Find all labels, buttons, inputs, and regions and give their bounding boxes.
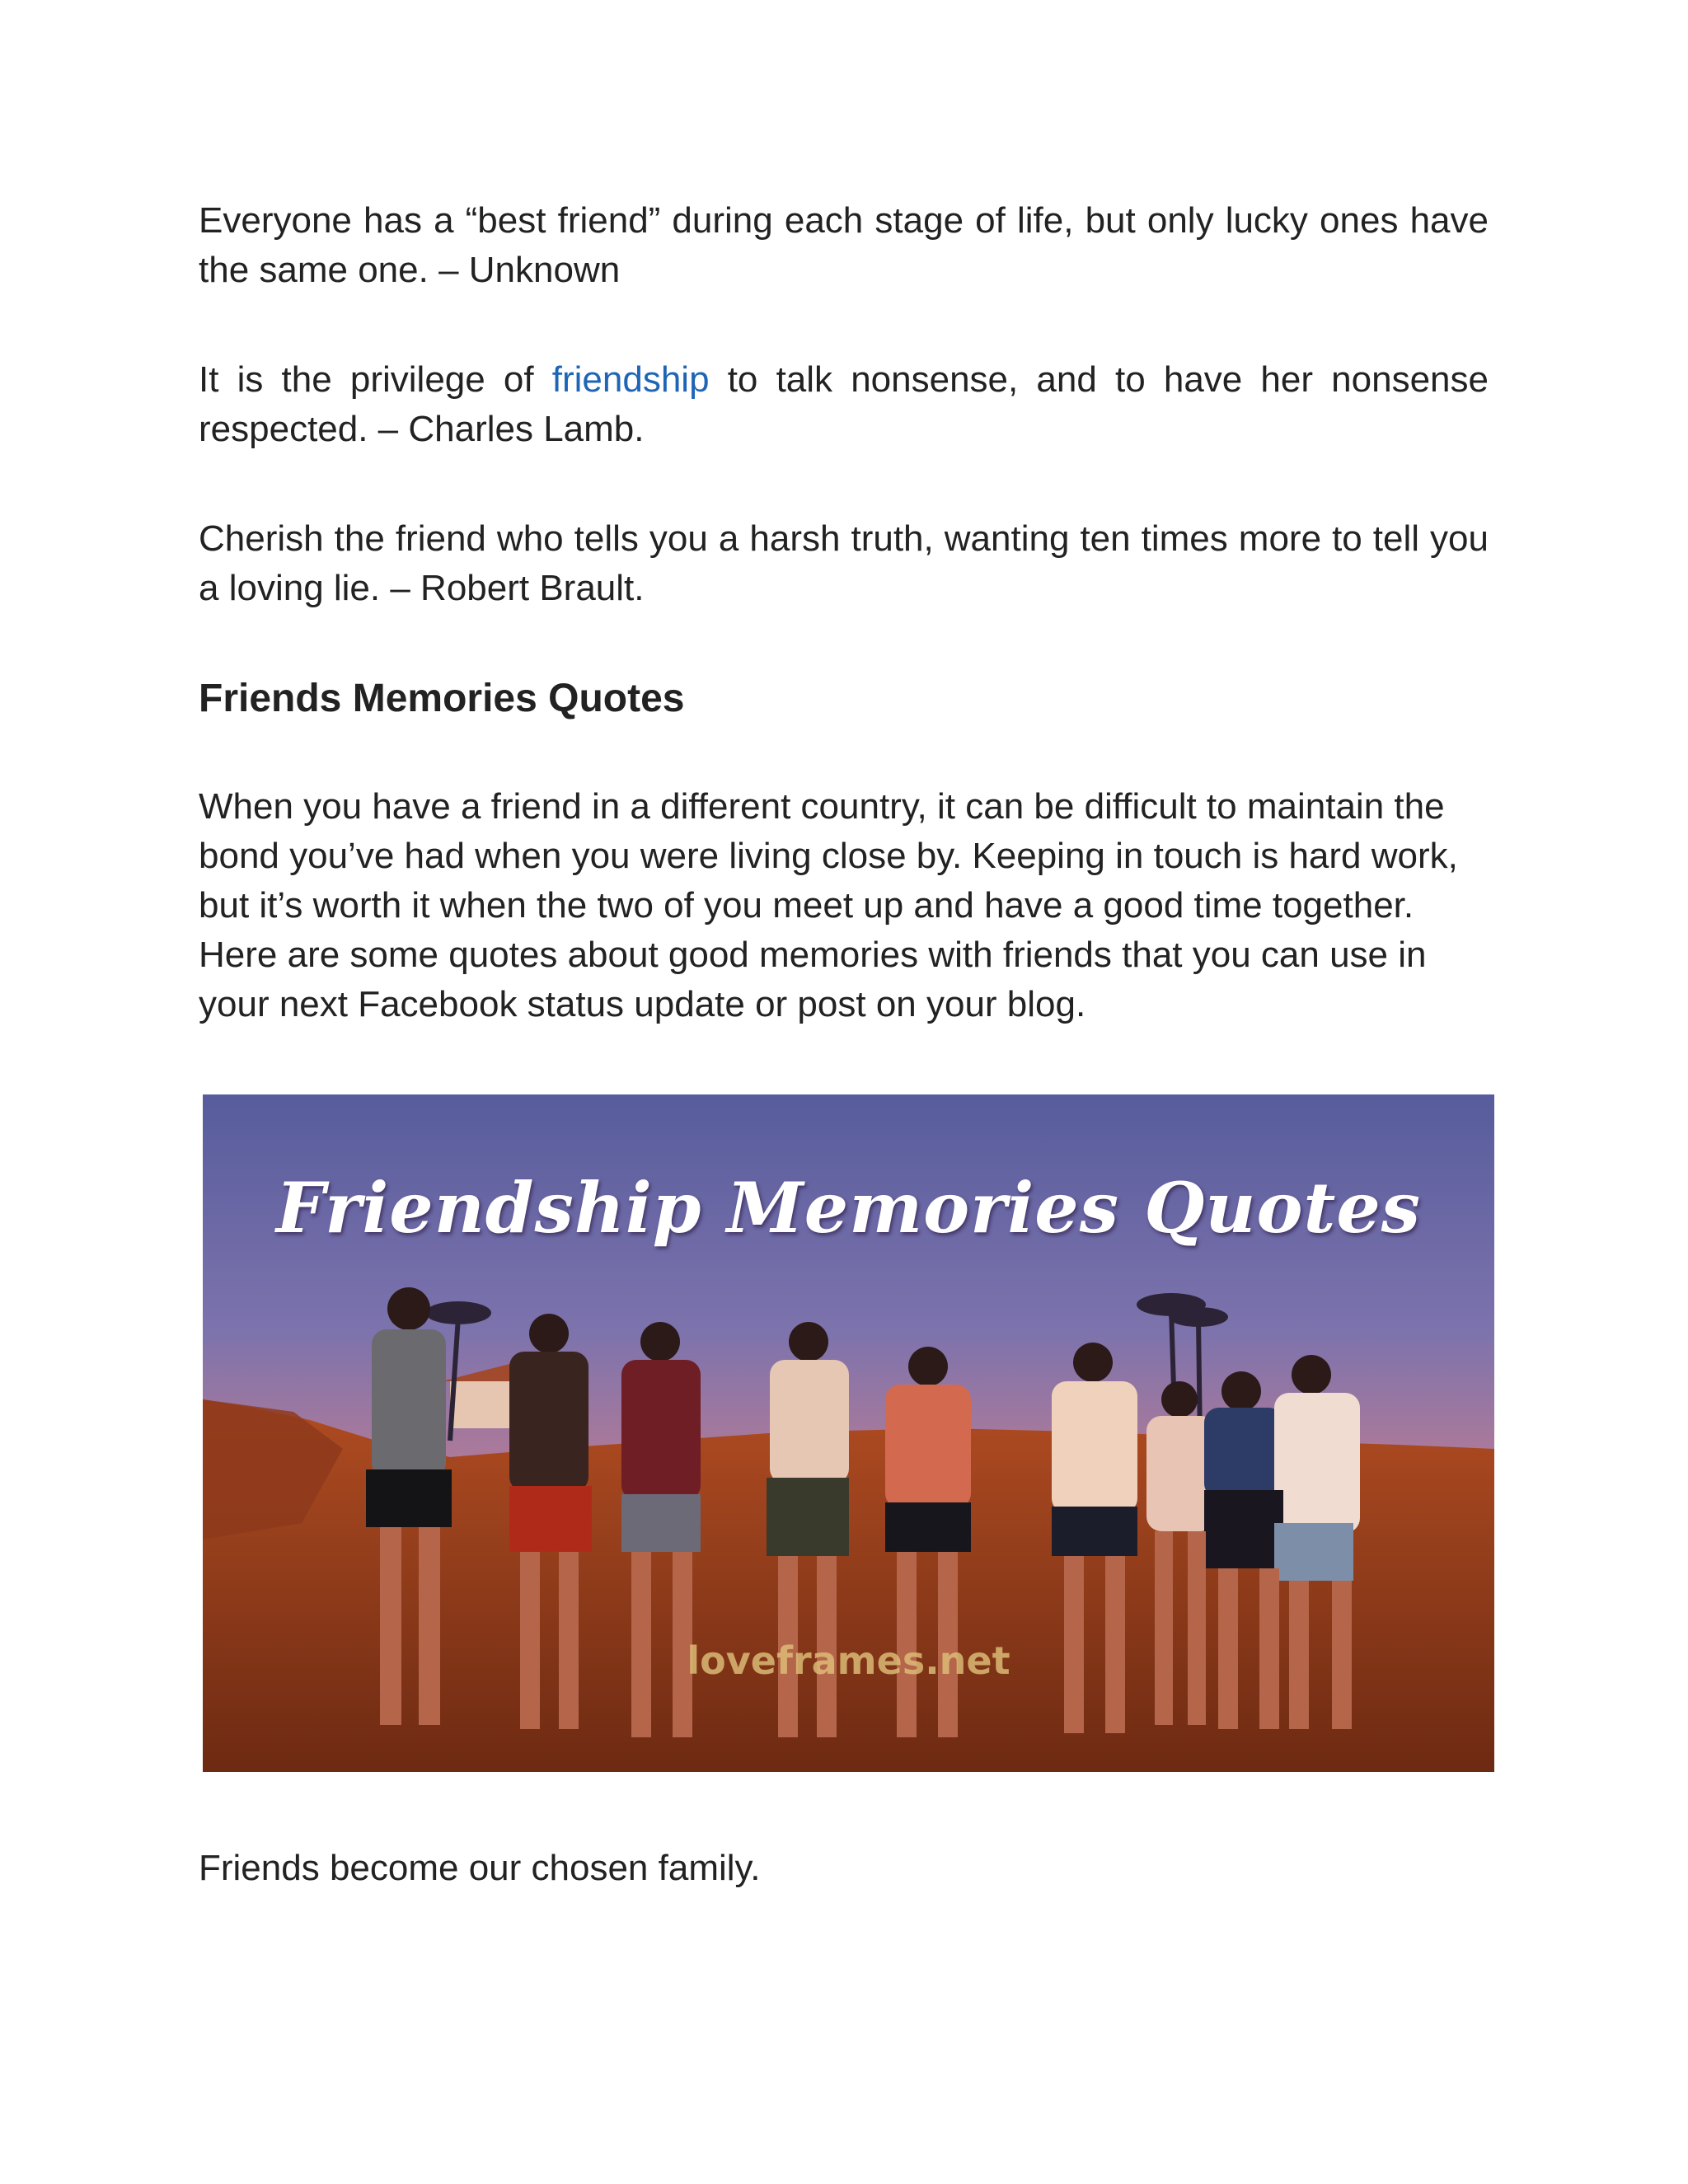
section-intro-paragraph: When you have a friend in a different country, it can be difficult to maintain the bond you’ve had when you were living close by. Keeping in touch is hard work, but it’s worth it when the two of you meet up and have a good time together. Here are some quotes about good memories with friends that you can use in your next Facebook status update or post on your blog. [199,786,1458,1024]
friendship-memories-image [203,1094,1494,1772]
quote-best-friend: Everyone has a “best friend” during each stage of life, but only lucky ones have the same one. – Unknown [199,200,1489,290]
friendship-link[interactable]: friendship [551,359,710,400]
image-watermark: loveframes.net [687,1638,1010,1683]
closing-quote: Friends become our chosen family. [199,1848,761,1888]
quote-text-before: It is the privilege of [199,359,552,400]
quote-charles-lamb [199,355,1489,454]
section-heading: Friends Memories Quotes [199,677,685,720]
quote-robert-brault: Cherish the friend who tells you a harsh truth, wanting ten times more to tell you a loving lie. – Robert Brault. [199,518,1489,608]
image-title-overlay: Friendship Memories Quotes [275,1167,1422,1249]
quote-text-after: to talk nonsense, and to have her nonsense respected. – Charles Lamb. [199,359,1489,449]
